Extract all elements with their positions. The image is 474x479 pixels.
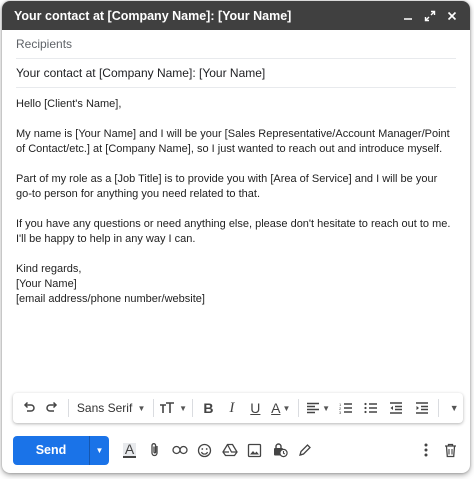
body-paragraph: My name is [Your Name] and I will be your [Sales Representative/Account Manager/Point of Contact/etc.] at [Company Name], so I just wanted to reach out and introduce myself. [16, 128, 450, 155]
trash-icon[interactable] [438, 438, 463, 463]
font-family-select[interactable] [73, 401, 149, 415]
indent-less-icon[interactable] [384, 397, 409, 419]
signature-line: [email address/phone number/website] [16, 293, 205, 305]
font-family-value: Sans Serif [76, 401, 133, 415]
recipients-placeholder: Recipients [16, 37, 73, 51]
recipients-field[interactable] [16, 30, 456, 59]
underline-icon[interactable]: U [250, 400, 261, 416]
chevron-down-icon: ▼ [179, 403, 187, 413]
body-paragraph: If you have any questions or need anything else, please don't hesitate to reach out to me. I'll be happy to help in any way I can. [16, 218, 451, 245]
bulleted-list-icon[interactable] [358, 397, 383, 419]
close-icon[interactable] [442, 6, 462, 26]
send-options-button[interactable] [89, 436, 109, 465]
formatting-toolbar [13, 393, 463, 423]
attachment-icon[interactable] [142, 438, 167, 463]
text-color-button[interactable] [267, 397, 294, 419]
svg-text:1: 1 [338, 402, 341, 407]
body-paragraph: Part of my role as a [Job Title] is to provide you with [Area of Service] and I will be your go-to person for anything you need related to that. [16, 173, 438, 200]
fullscreen-icon[interactable] [420, 6, 440, 26]
formatting-options-icon[interactable] [117, 438, 142, 463]
svg-text:3: 3 [338, 410, 341, 414]
signature-pen-icon[interactable] [292, 438, 317, 463]
svg-text:2: 2 [338, 406, 341, 411]
text-color-icon: A [271, 400, 281, 416]
chevron-down-icon: ▼ [449, 403, 459, 413]
toolbar-divider [438, 399, 439, 417]
indent-more-icon[interactable] [409, 397, 434, 419]
minimize-icon[interactable] [398, 6, 418, 26]
more-formatting-icon[interactable] [443, 397, 463, 419]
confidential-mode-icon[interactable] [267, 438, 292, 463]
signature-line: [Your Name] [16, 278, 77, 290]
compose-title: Your contact at [Company Name]: [Your Name] [14, 8, 292, 23]
redo-icon[interactable] [40, 397, 63, 419]
chevron-down-icon: ▼ [95, 445, 104, 455]
chevron-down-icon: ▼ [322, 403, 331, 413]
subject-text: Your contact at [Company Name]: [Your Name] [16, 66, 266, 80]
signature-line: Kind regards, [16, 263, 82, 275]
subject-field[interactable] [16, 59, 456, 88]
more-options-icon[interactable] [413, 438, 438, 463]
bold-icon[interactable]: B [203, 400, 214, 416]
insert-photo-icon[interactable] [242, 438, 267, 463]
insert-link-icon[interactable] [167, 438, 192, 463]
compose-actions [13, 435, 463, 465]
align-button[interactable] [303, 397, 332, 419]
text-format-glyph: A [124, 440, 135, 457]
chevron-down-icon: ▼ [137, 403, 146, 413]
toolbar-divider [192, 399, 193, 417]
font-size-button[interactable] [158, 397, 187, 419]
send-button[interactable]: Send [13, 436, 89, 465]
toolbar-divider [153, 399, 154, 417]
toolbar-divider [298, 399, 299, 417]
emoji-icon[interactable] [192, 438, 217, 463]
chevron-down-icon: ▼ [282, 403, 291, 413]
compose-titlebar[interactable] [2, 1, 470, 30]
greeting-text: Hello [Client's Name], [16, 98, 122, 110]
signature-block [16, 262, 456, 307]
drive-icon[interactable] [217, 438, 242, 463]
message-body[interactable] [2, 88, 470, 307]
undo-icon[interactable] [17, 397, 40, 419]
italic-icon[interactable]: I [229, 399, 235, 416]
numbered-list-icon[interactable] [333, 397, 358, 419]
toolbar-divider [68, 399, 69, 417]
